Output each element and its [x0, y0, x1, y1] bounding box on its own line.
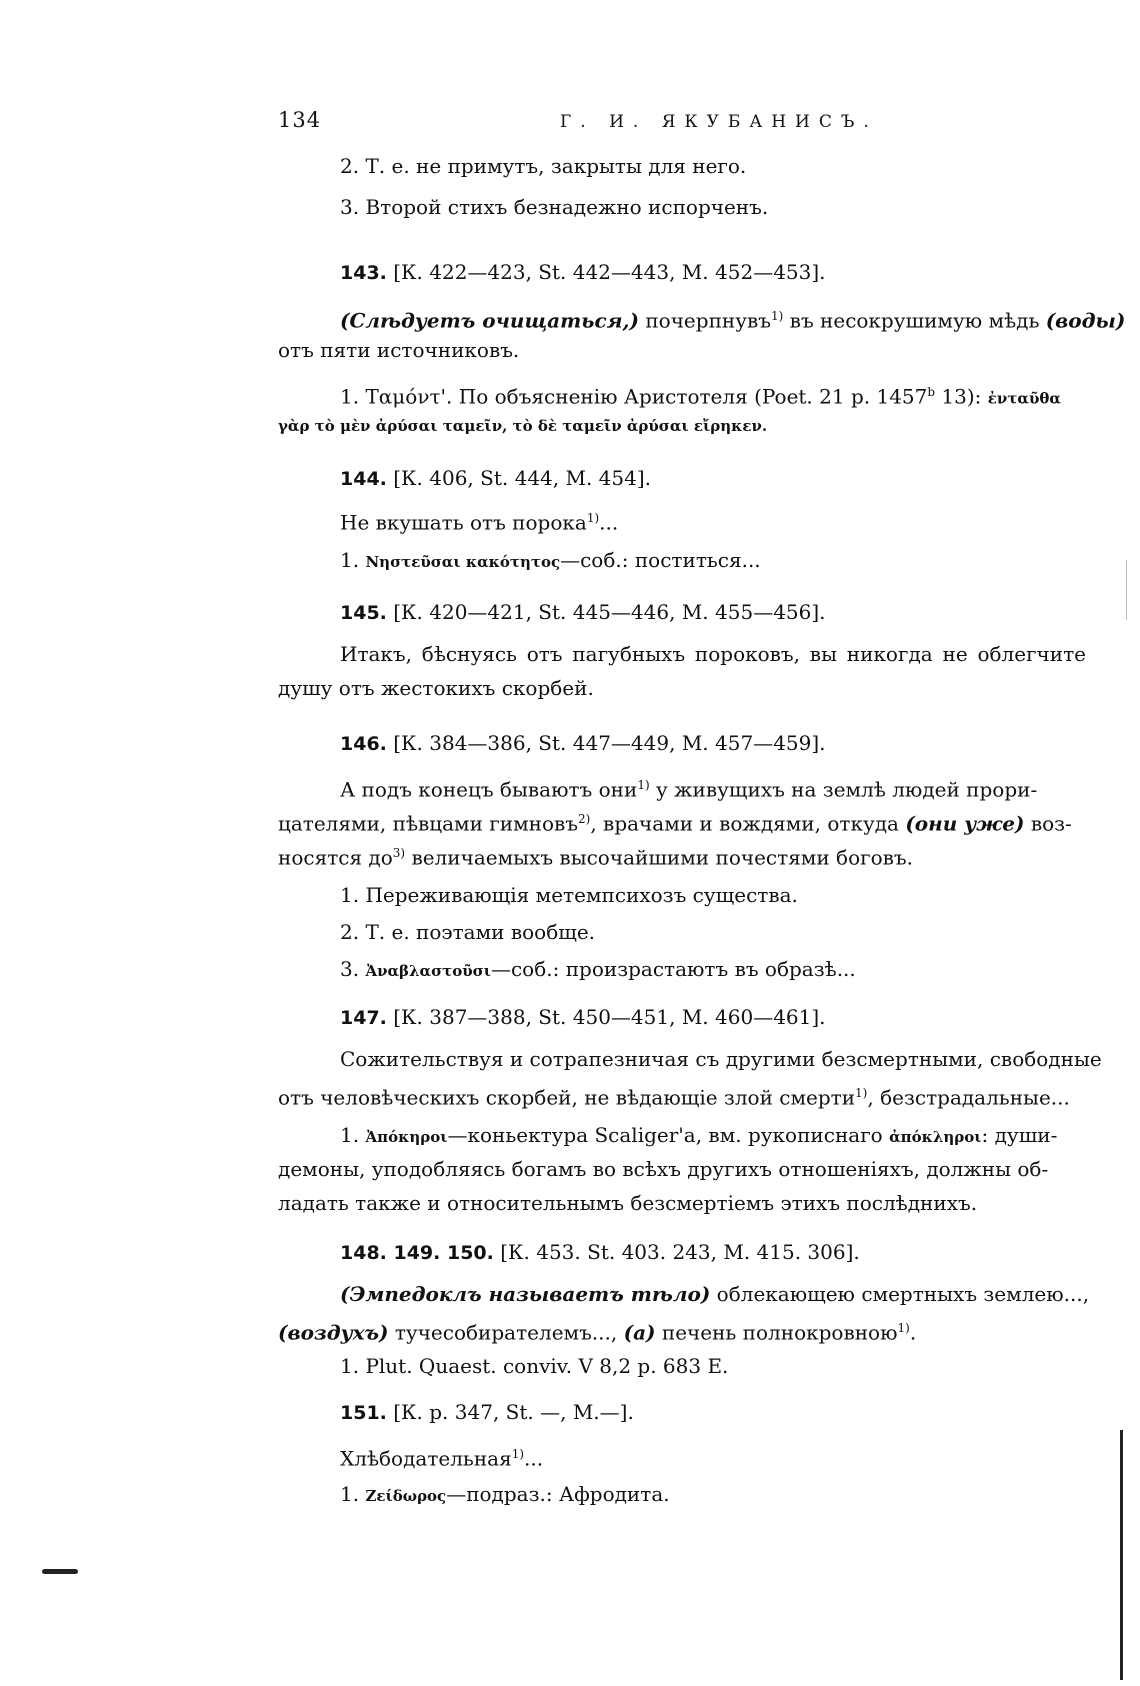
greek-span: ἀπόκληροι: [889, 1128, 982, 1146]
text-span: ...: [524, 1446, 544, 1471]
italic-span: (воды): [1045, 308, 1126, 333]
footnote-mark: 1): [897, 1321, 910, 1335]
note-line: [340, 1121, 1057, 1151]
italic-span: (Эмпедоклъ называетъ тѣло): [340, 1282, 711, 1306]
italic-span: (они уже): [905, 811, 1025, 836]
section-heading-145: [340, 598, 826, 627]
text-span: —соб.: поститься...: [560, 548, 761, 572]
section-number: 151.: [340, 1402, 387, 1424]
text-span: облекающею смертныхъ землею...,: [710, 1282, 1090, 1306]
page-edge-line: [1126, 560, 1127, 620]
text-span: 1.: [340, 384, 366, 409]
footnote-mark: 1): [637, 778, 650, 792]
note-line: 1. Plut. Quaest. conviv. V 8,2 р. 683 E.: [340, 1354, 729, 1378]
section-heading-151: [340, 1398, 634, 1427]
section-reference: [К. 420—421, St. 445—446, М. 455—456].: [393, 600, 826, 624]
text-span: —подраз.: Афродита.: [446, 1482, 670, 1506]
text-span: 1.: [340, 548, 366, 572]
section-number: 148. 149. 150.: [340, 1242, 494, 1264]
text-line: [340, 1440, 543, 1473]
text-span: отъ человѣческихъ скорбей, не вѣдающіе злой смерти: [278, 1085, 856, 1110]
greek-span: ἐνταῦθα: [987, 389, 1061, 408]
text-span: 3.: [340, 957, 366, 981]
text-line: Итакъ, бѣснуясь отъ пагубныхъ пороковъ, вы никогда не облегчите: [340, 642, 1086, 666]
text-line: [278, 805, 1072, 838]
text-span: 13):: [935, 384, 988, 409]
greek-span: Ζείδωρος: [365, 1487, 447, 1505]
section-heading-148: [340, 1238, 860, 1267]
note-line: 2. Т. е. поэтами вообще.: [340, 920, 596, 944]
text-span: .: [909, 1320, 917, 1345]
section-heading-146: [340, 729, 826, 758]
footnote-mark: 3): [392, 846, 406, 860]
text-span: въ несокрушимую мѣдь: [783, 308, 1046, 333]
text-span: Не вкушать отъ порока: [340, 510, 587, 535]
section-number: 144.: [340, 468, 387, 490]
running-title: Г. И. ЯКУБАНИСЪ.: [560, 112, 878, 132]
note-line: 2. Т. е. не примутъ, закрыты для него.: [340, 154, 747, 178]
text-line: Сожительствуя и сотрапезничая съ другими безсмертными, свободные: [340, 1047, 1102, 1071]
greek-span: Νηστεῦσαι κακότητος: [365, 553, 561, 571]
text-span: у живущихъ на землѣ людей прори-: [649, 777, 1038, 802]
superscript: b: [927, 385, 936, 399]
footnote-mark: 1): [586, 511, 600, 525]
text-span: : души-: [981, 1123, 1058, 1147]
text-span: , безстрадальные...: [867, 1085, 1070, 1110]
text-span: ...: [599, 510, 619, 535]
text-span: 1.: [340, 1482, 366, 1506]
note-line: демоны, уподобляясь богамъ во всѣхъ другихъ отношеніяхъ, должны об-: [278, 1157, 1049, 1181]
scan-mark: [42, 1569, 78, 1574]
text-line: [340, 504, 618, 537]
text-span: А подъ конецъ бываютъ они: [340, 777, 638, 802]
text-span: 1.: [340, 1123, 366, 1147]
note-line: 3. Второй стихъ безнадежно испорченъ.: [340, 195, 769, 219]
text-span: воз-: [1024, 811, 1072, 836]
section-reference: [К. 453. St. 403. 243, М. 415. 306].: [500, 1240, 860, 1264]
section-reference: [К. 422—423, St. 442—443, М. 452—453].: [393, 260, 826, 284]
text-span: носятся до: [278, 845, 393, 870]
text-line: [340, 1280, 1089, 1308]
section-reference: [К. р. 347, St. —, М.—].: [393, 1400, 634, 1424]
text-line: [278, 839, 913, 872]
text-line: [278, 1079, 1070, 1112]
page-number: 134: [278, 108, 322, 132]
note-line: ладать также и относительнымъ безсмертіемъ этихъ послѣднихъ.: [278, 1191, 978, 1215]
italic-span: (воздухъ): [278, 1320, 389, 1345]
section-number: 143.: [340, 262, 387, 284]
italic-span: (а): [623, 1320, 656, 1345]
text-line: душу отъ жестокихъ скорбей.: [278, 676, 594, 700]
section-reference: [К. 387—388, St. 450—451, М. 460—461].: [393, 1005, 826, 1029]
section-number: 145.: [340, 602, 387, 624]
greek-line: γὰρ τὸ μὲν ἀρύσαι ταμεῖν, τὸ δὲ ταμεῖν ἀρύσαι εἴρηκεν.: [278, 417, 768, 435]
section-heading-144: [340, 464, 651, 493]
footnote-mark: 1): [511, 1447, 525, 1461]
section-reference: [К. 406, St. 444, М. 454].: [393, 466, 652, 490]
text-span: Хлѣбодательная: [340, 1446, 512, 1471]
note-line: [340, 378, 1061, 413]
section-reference: [К. 384—386, St. 447—449, М. 457—459].: [393, 731, 826, 755]
text-span: По объясненію Аристотеля (Poet. 21 р. 1457: [452, 384, 928, 409]
greek-span: Ταμόντ'.: [365, 384, 453, 409]
greek-span: Ἀπόκηροι: [365, 1128, 448, 1146]
text-line: [340, 302, 1125, 335]
text-line: [278, 1314, 916, 1347]
footnote-mark: 2): [578, 812, 591, 826]
text-span: цателями, пѣвцами гимновъ: [278, 811, 579, 836]
text-span: тучесобирателемъ...,: [388, 1320, 624, 1345]
section-number: 146.: [340, 733, 387, 755]
footnote-mark: 1): [855, 1086, 868, 1100]
italic-span: (Слѣдуетъ очищаться,): [340, 308, 639, 333]
note-line: [340, 1480, 670, 1510]
text-span: печень полнокровною: [655, 1320, 898, 1345]
text-span: , врачами и вождями, откуда: [590, 811, 906, 836]
greek-span: Ἀναβλαστοῦσι: [365, 962, 491, 980]
text-span: —коньектура Scaliger'а, вм. рукописнаго: [447, 1123, 890, 1147]
note-line: [340, 546, 761, 576]
text-line: отъ пяти источниковъ.: [278, 338, 520, 362]
section-heading-147: [340, 1003, 826, 1032]
note-line: 1. Переживающія метемпсихозъ существа.: [340, 883, 798, 907]
text-span: почерпнувъ: [638, 308, 771, 333]
text-line: [340, 771, 1037, 804]
footnote-mark: 1): [771, 309, 784, 323]
page-edge-line: [1120, 1430, 1123, 1680]
text-span: величаемыхъ высочайшими почестями боговъ.: [405, 845, 913, 870]
section-heading-143: [340, 258, 826, 287]
section-number: 147.: [340, 1007, 387, 1029]
text-span: —соб.: произрастаютъ въ образѣ...: [490, 957, 856, 981]
note-line: [340, 955, 856, 985]
